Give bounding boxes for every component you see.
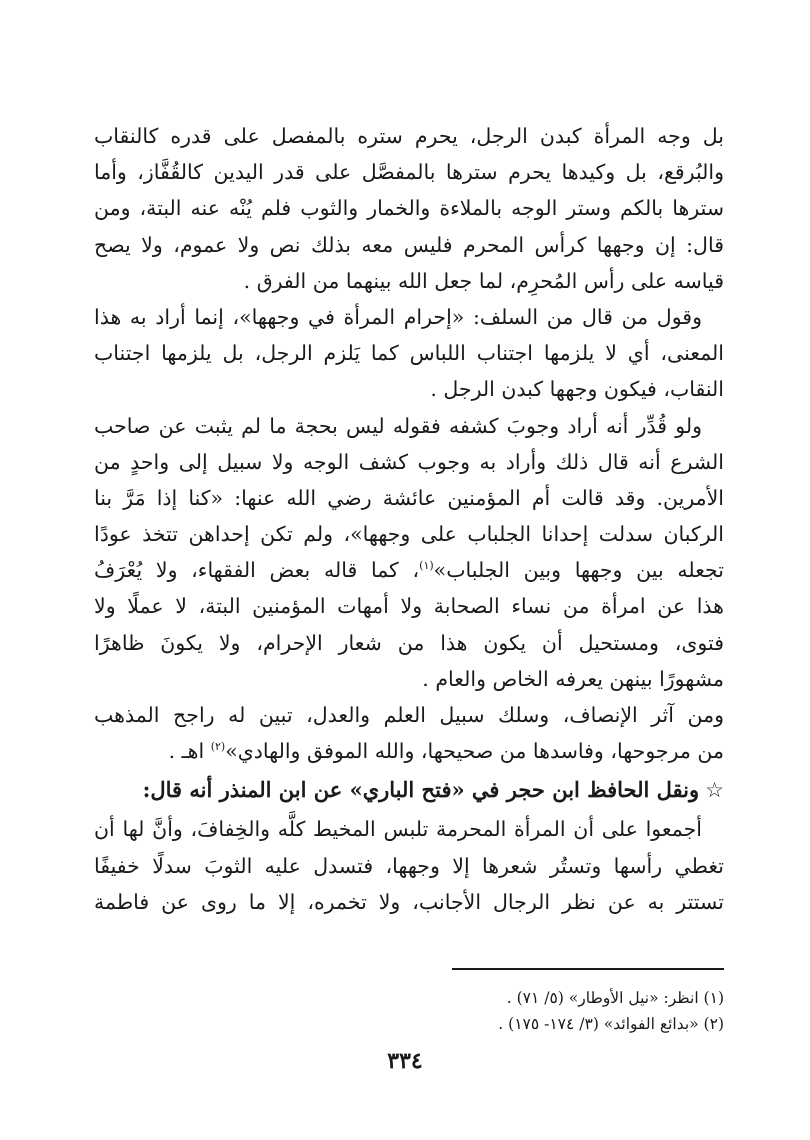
text-line-11: الأمرين. وقد قالت أم المؤمنين عائشة رضي الله عنها: «كنا إذا مَرَّ بنا [94, 485, 724, 510]
text-line-6: وقول من قال من السلف: «إحرام المرأة في وجهها»، إنما أراد به هذا [94, 304, 702, 329]
text-line-2: والبُرقع، بل وكيدها يحرم سترها بالمفصَّل على قدر اليدين كالقُفَّاز، وأما [94, 160, 724, 185]
text-line-13-end: ، كما قاله بعض الفقهاء، ولا يُعْرَفُ [94, 558, 420, 583]
text-line-16: مشهورًا بينهن يعرفه الخاص والعام . [422, 666, 724, 691]
footnote-divider [452, 968, 724, 970]
text-line-18-start: من مرجوحها، وفاسدها من صحيحها، والله الموفق والهادي» [225, 739, 724, 764]
text-line-21: تستتر به عن نظر الرجال الأجانب، ولا تخمره، إلا ما روى عن فاطمة [94, 889, 724, 914]
text-line-18 [94, 733, 724, 769]
text-line-19: أجمعوا على أن المرأة المحرمة تلبس المخيط كلَّه والخِفافَ، وأنَّ لها أن [94, 817, 702, 842]
text-line-15: فتوى، ومستحيل أن يكون هذا من شعار الإحرام، ولا يكونَ ظاهرًا [94, 630, 724, 655]
text-line-14: هذا عن امرأة من نساء الصحابة ولا أمهات المؤمنين البتة، لا عملًا ولا [94, 594, 724, 619]
footnote-marker-2: (٢) [210, 740, 226, 754]
text-line-13 [94, 552, 724, 588]
text-line-8: النقاب، فيكون وجهها كبدن الرجل . [430, 377, 724, 402]
star-icon: ☆ [705, 778, 724, 803]
text-line-1: بل وجه المرأة كبدن الرجل، يحرم ستره بالمفصل على قدره كالنقاب [94, 124, 724, 148]
text-line-12: الركبان سدلت إحدانا الجلباب على وجهها»، ولم تكن إحداهن تتخذ عودًا [94, 522, 724, 547]
footnote-2: (٢) «بدائع الفوائد» (٣/ ١٧٤- ١٧٥) . [498, 1015, 724, 1033]
text-line-13-start: تجعله بين وجهها وبين الجلباب» [433, 558, 724, 583]
footnote-marker-1: (١) [419, 559, 434, 573]
text-line-5: قياسه على رأس المُحرِم، لما جعل الله بينهما من الفرق . [243, 268, 724, 293]
section-heading [94, 771, 724, 809]
text-line-7: المعنى، أي لا يلزمها اجتناب اللباس كما يَلزم الرجل، بل يلزمها اجتناب [94, 341, 724, 366]
section-heading-text: ونقل الحافظ ابن حجر في «فتح الباري» عن ابن المنذر أنه قال: [142, 777, 700, 803]
text-line-17: ومن آثر الإنصاف، وسلك سبيل العلم والعدل، تبين له راجح المذهب [94, 703, 724, 727]
text-line-9: ولو قُدِّر أنه أراد وجوبَ كشفه فقوله ليس بحجة ما لم يثبت عن صاحب [94, 413, 702, 438]
footnotes [94, 985, 724, 1037]
text-line-20: تغطي رأسها وتستُر شعرها إلا وجهها، فتسدل عليه الثوبَ سدلًا خفيفًا [94, 853, 724, 878]
footnote-1: (١) انظر: «نيل الأوطار» (٥/ ٧١) . [506, 989, 724, 1007]
main-text [94, 118, 724, 920]
text-line-10: الشرع أنه قال ذلك وأراد به وجوب كشف الوجه ولا سبيل إلى واحدٍ من [94, 449, 724, 474]
text-line-3: سترها بالكم وستر الوجه بالملاءة والخمار والثوب فلم يُنْه عنه البتة، ومن [94, 196, 724, 221]
page-number: ٣٣٤ [387, 1048, 423, 1074]
text-line-18-end: اهـ . [168, 739, 211, 764]
text-line-4: قال: إن وجهها كرأس المحرم فليس معه بذلك نص ولا عموم، ولا يصح [94, 232, 724, 257]
